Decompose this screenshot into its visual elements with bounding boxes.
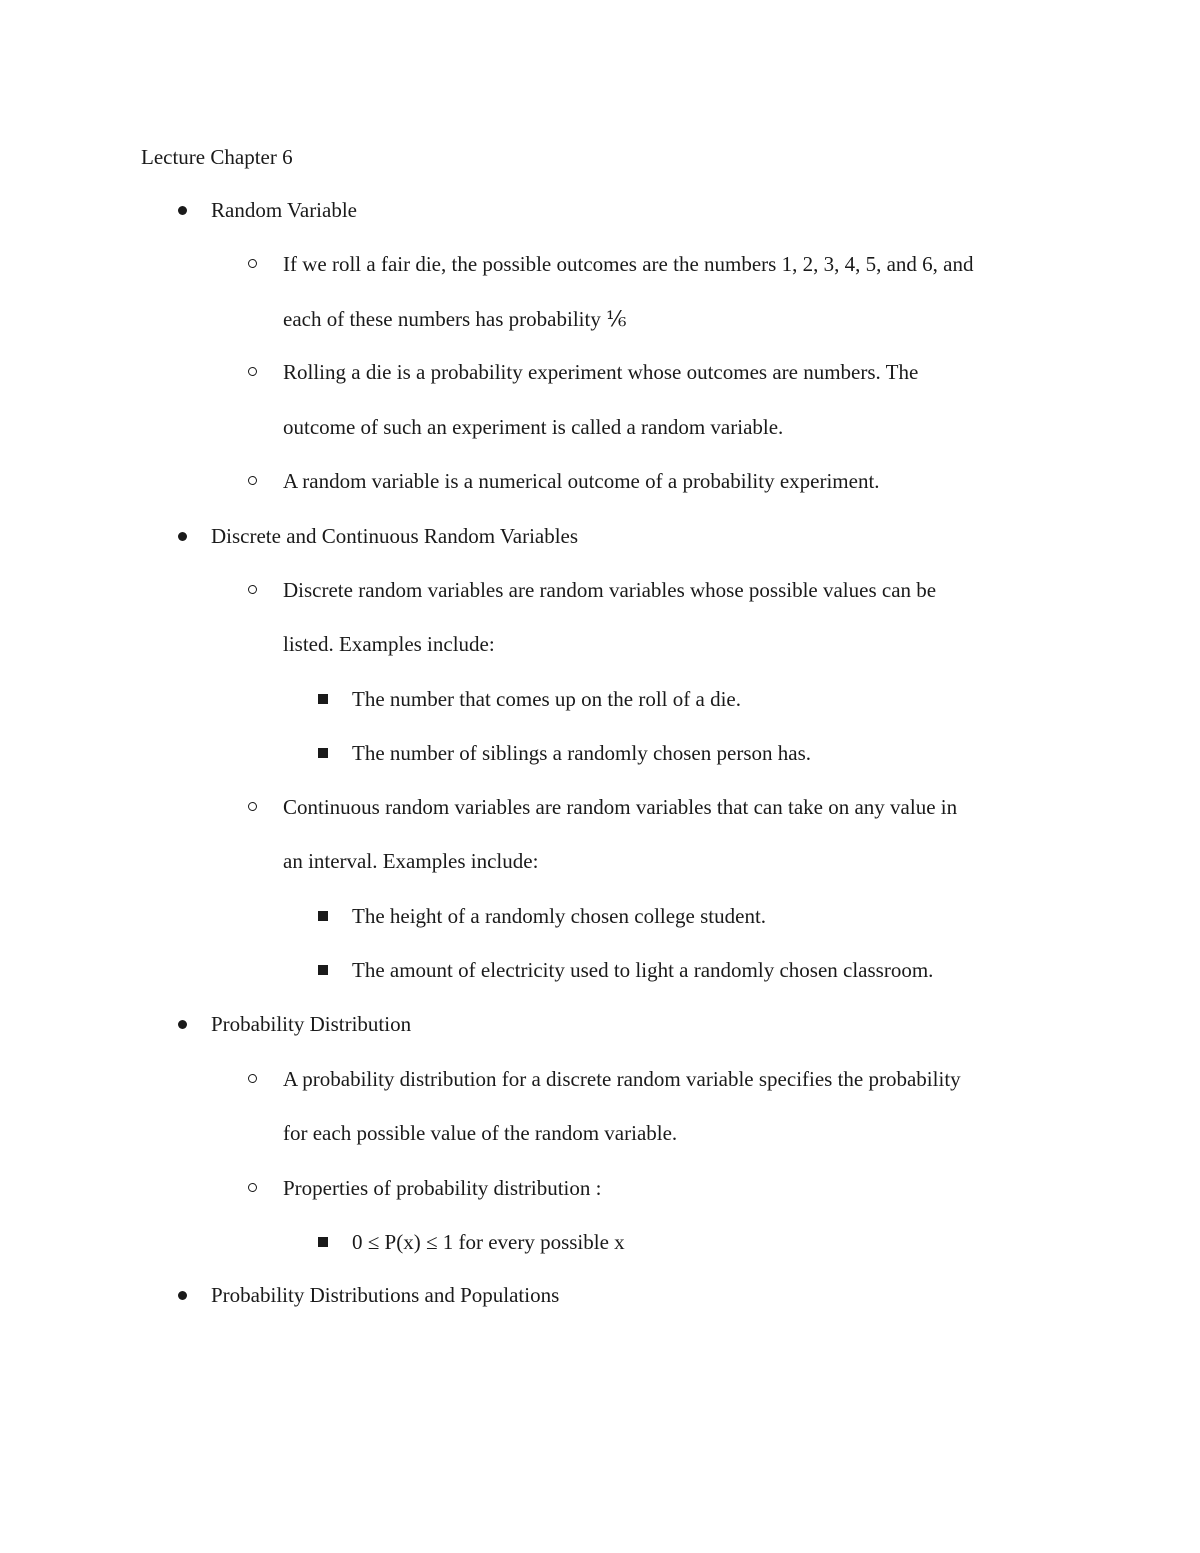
sub-list-item: The height of a randomly chosen college student.: [352, 904, 767, 928]
section-heading: Discrete and Continuous Random Variables: [211, 524, 579, 548]
hollow-circle-bullet-icon: [248, 367, 257, 376]
hollow-circle-bullet-icon: [248, 259, 257, 268]
square-bullet-icon: [318, 911, 328, 921]
sub-list-item: 0 ≤ P(x) ≤ 1 for every possible x: [352, 1230, 625, 1254]
list-item-text: each of these numbers has probability ⅙: [283, 307, 627, 331]
filled-circle-bullet-icon: [178, 532, 187, 541]
list-item-text: If we roll a fair die, the possible outcomes are the numbers 1, 2, 3, 4, 5, and 6, and: [283, 252, 974, 276]
square-bullet-icon: [318, 1237, 328, 1247]
filled-circle-bullet-icon: [178, 206, 187, 215]
square-bullet-icon: [318, 748, 328, 758]
list-item-text: Properties of probability distribution :: [283, 1176, 602, 1200]
section-heading: Random Variable: [211, 198, 357, 222]
hollow-circle-bullet-icon: [248, 476, 257, 485]
hollow-circle-bullet-icon: [248, 802, 257, 811]
hollow-circle-bullet-icon: [248, 1183, 257, 1192]
list-item-text: for each possible value of the random variable.: [283, 1121, 678, 1145]
list-item-text: an interval. Examples include:: [283, 849, 539, 873]
hollow-circle-bullet-icon: [248, 1074, 257, 1083]
square-bullet-icon: [318, 965, 328, 975]
list-item-text: Discrete random variables are random variables whose possible values can be: [283, 578, 937, 602]
sub-list-item: The amount of electricity used to light a randomly chosen classroom.: [352, 958, 934, 982]
list-item-text: Continuous random variables are random variables that can take on any value in: [283, 795, 958, 819]
document-title: Lecture Chapter 6: [141, 145, 293, 169]
list-item-text: listed. Examples include:: [283, 632, 495, 656]
sub-list-item: The number that comes up on the roll of a die.: [352, 687, 741, 711]
list-item-text: A probability distribution for a discrete random variable specifies the probability: [283, 1067, 961, 1091]
section-heading: Probability Distribution: [211, 1012, 412, 1036]
section-heading: Probability Distributions and Populations: [211, 1283, 560, 1307]
list-item-text: A random variable is a numerical outcome of a probability experiment.: [283, 469, 880, 493]
filled-circle-bullet-icon: [178, 1291, 187, 1300]
list-item-text: Rolling a die is a probability experiment whose outcomes are numbers. The: [283, 360, 919, 384]
list-item-text: outcome of such an experiment is called a random variable.: [283, 415, 784, 439]
sub-list-item: The number of siblings a randomly chosen person has.: [352, 741, 811, 765]
hollow-circle-bullet-icon: [248, 585, 257, 594]
square-bullet-icon: [318, 694, 328, 704]
filled-circle-bullet-icon: [178, 1020, 187, 1029]
